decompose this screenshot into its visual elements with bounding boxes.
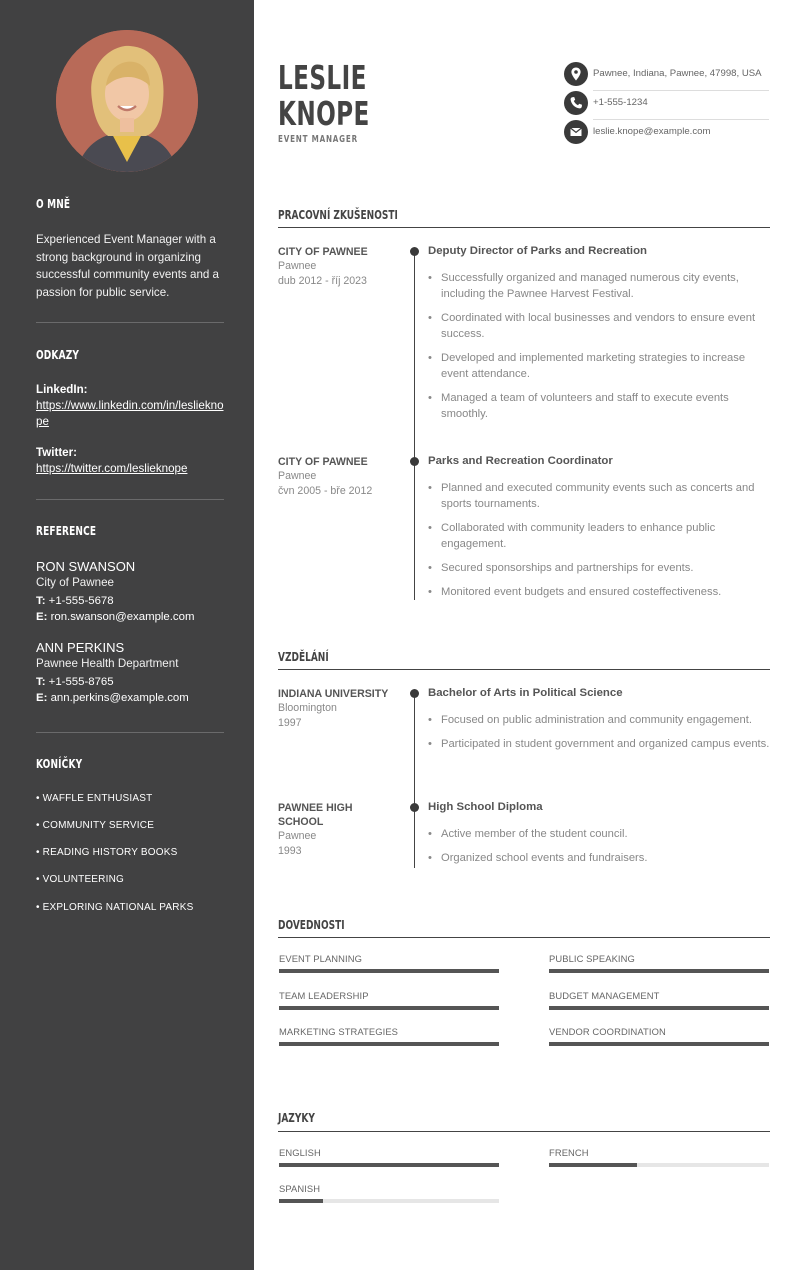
skill-bar-track <box>279 1006 499 1010</box>
section-rule <box>278 937 770 938</box>
about-text: Experienced Event Manager with a strong background in organizing successful community events and a passion for public service. <box>36 233 220 299</box>
contact-address <box>564 62 769 86</box>
link-item-linkedin <box>36 383 224 430</box>
skill-name: BUDGET MANAGEMENT <box>549 990 660 1001</box>
education-bullets <box>428 826 772 874</box>
skill-item <box>549 953 769 964</box>
skill-bar-track <box>279 1042 499 1046</box>
skill-bar-track <box>549 969 769 973</box>
school-location: Bloomington <box>278 702 337 714</box>
timeline-dot <box>410 457 419 466</box>
org-location: Pawnee <box>278 470 317 482</box>
hobbies-title: KONÍČKY <box>36 756 83 771</box>
list-item: • Monitored event budgets and ensured costeffectiveness. <box>428 584 772 600</box>
sidebar-divider <box>36 322 224 323</box>
section-rule <box>278 227 770 228</box>
link-item-twitter <box>36 446 224 477</box>
hobby-item: • COMMUNITY SERVICE <box>36 820 155 831</box>
education-title: VZDĚLÁNÍ <box>278 649 329 664</box>
address-text: Pawnee, Indiana, Pawnee, 47998, USA <box>593 68 762 79</box>
language-item <box>279 1147 499 1158</box>
skill-bar-fill <box>549 969 769 973</box>
links-title: ODKAZY <box>36 347 80 362</box>
school-dates: 1993 <box>278 844 302 857</box>
school-location: Pawnee <box>278 830 317 842</box>
org-dates: čvn 2005 - bře 2012 <box>278 484 373 497</box>
location-pin-icon <box>564 62 588 86</box>
reference-email: E: ron.swanson@example.com <box>36 611 195 623</box>
list-item: • Organized school events and fundraisers. <box>428 850 772 866</box>
sidebar <box>0 0 254 1270</box>
phone-text: +1-555-1234 <box>593 97 648 108</box>
skill-bar-track <box>549 1006 769 1010</box>
list-item: • Successfully organized and managed numerous city events, including the Pawnee Harvest Festival. <box>428 270 772 302</box>
org-name: CITY OF PAWNEE <box>278 246 368 258</box>
timeline-dot <box>410 803 419 812</box>
degree-title: Bachelor of Arts in Political Science <box>428 687 623 699</box>
hobbies-section <box>36 756 224 771</box>
language-name: FRENCH <box>549 1147 589 1158</box>
list-item: • Focused on public administration and community engagement. <box>428 712 772 728</box>
skill-bar-fill <box>279 1042 499 1046</box>
skill-bar-fill <box>549 1006 769 1010</box>
list-item: • Planned and executed community events such as concerts and sports tournaments. <box>428 480 772 512</box>
job-bullets <box>428 480 772 608</box>
links-section <box>36 347 224 362</box>
language-name: SPANISH <box>279 1183 321 1194</box>
phone-icon <box>564 91 588 115</box>
reference-name: ANN PERKINS <box>36 640 125 655</box>
skill-item <box>549 1026 769 1037</box>
language-item <box>549 1147 769 1158</box>
experience-org <box>278 245 398 288</box>
school-name: PAWNEE HIGH SCHOOL <box>278 802 353 828</box>
linkedin-link[interactable]: https://www.linkedin.com/in/leslieknope <box>36 399 224 428</box>
language-bar-track <box>279 1199 499 1203</box>
references-section <box>36 523 224 538</box>
education-org <box>278 801 398 858</box>
contact-phone <box>564 91 769 115</box>
skill-bar-fill <box>279 1006 499 1010</box>
experience-timeline <box>414 252 415 600</box>
reference-org: City of Pawnee <box>36 576 114 589</box>
list-item: • Secured sponsorships and partnerships for events. <box>428 560 772 576</box>
skill-name: TEAM LEADERSHIP <box>279 990 369 1001</box>
experience-title: PRACOVNÍ ZKUŠENOSTI <box>278 207 398 222</box>
skill-item <box>279 953 499 964</box>
languages-title: JAZYKY <box>278 1110 315 1125</box>
skill-bar-track <box>279 969 499 973</box>
timeline-dot <box>410 689 419 698</box>
education-timeline <box>414 694 415 868</box>
hobby-item: • EXPLORING NATIONAL PARKS <box>36 902 194 913</box>
experience-org <box>278 455 398 498</box>
section-rule <box>278 669 770 670</box>
email-link[interactable]: leslie.knope@example.com <box>593 126 711 137</box>
skill-item <box>279 990 499 1001</box>
language-item <box>279 1183 499 1194</box>
job-role: Deputy Director of Parks and Recreation <box>428 245 648 257</box>
reference-email: E: ann.perkins@example.com <box>36 692 189 704</box>
section-rule <box>278 1131 770 1132</box>
references-title: REFERENCE <box>36 523 97 538</box>
twitter-link[interactable]: https://twitter.com/leslieknope <box>36 462 188 475</box>
about-section <box>36 196 224 211</box>
org-dates: dub 2012 - říj 2023 <box>278 274 367 287</box>
link-label: LinkedIn: <box>36 383 88 396</box>
hobby-item: • VOLUNTEERING <box>36 874 124 885</box>
list-item: • Collaborated with community leaders to enhance public engagement. <box>428 520 772 552</box>
job-title: EVENT MANAGER <box>278 134 358 145</box>
link-label: Twitter: <box>36 446 78 459</box>
education-org <box>278 687 398 730</box>
list-item: • Developed and implemented marketing strategies to increase event attendance. <box>428 350 772 382</box>
sidebar-divider <box>36 732 224 733</box>
about-title: O MNĚ <box>36 196 71 211</box>
skill-bar-fill <box>279 969 499 973</box>
timeline-dot <box>410 247 419 256</box>
envelope-icon <box>564 120 588 144</box>
reference-name: RON SWANSON <box>36 559 136 574</box>
language-bar-fill <box>549 1163 637 1167</box>
reference-phone: T: +1-555-8765 <box>36 676 114 688</box>
list-item: • Coordinated with local businesses and vendors to ensure event success. <box>428 310 772 342</box>
last-name: KNOPE <box>278 94 370 133</box>
list-item: • Active member of the student council. <box>428 826 772 842</box>
language-name: ENGLISH <box>279 1147 321 1158</box>
org-name: CITY OF PAWNEE <box>278 456 368 468</box>
skill-name: EVENT PLANNING <box>279 953 363 964</box>
school-dates: 1997 <box>278 716 302 729</box>
language-bar-track <box>279 1163 499 1167</box>
sidebar-divider <box>36 499 224 500</box>
reference-org: Pawnee Health Department <box>36 657 179 670</box>
list-item: • Managed a team of volunteers and staff to execute events smoothly. <box>428 390 772 422</box>
skill-item <box>549 990 769 1001</box>
school-name: INDIANA UNIVERSITY <box>278 688 389 700</box>
skill-bar-track <box>549 1042 769 1046</box>
language-bar-fill <box>279 1199 323 1203</box>
list-item: • Participated in student government and organized campus events. <box>428 736 772 752</box>
language-bar-track <box>549 1163 769 1167</box>
org-location: Pawnee <box>278 260 317 272</box>
hobby-item: • READING HISTORY BOOKS <box>36 847 178 858</box>
skill-name: PUBLIC SPEAKING <box>549 953 635 964</box>
reference-item <box>36 559 224 625</box>
skill-item <box>279 1026 499 1037</box>
job-role: Parks and Recreation Coordinator <box>428 455 613 467</box>
degree-title: High School Diploma <box>428 801 543 813</box>
job-bullets <box>428 270 772 430</box>
language-bar-fill <box>279 1163 499 1167</box>
reference-item <box>36 640 224 706</box>
skill-name: VENDOR COORDINATION <box>549 1026 666 1037</box>
hobby-item: • WAFFLE ENTHUSIAST <box>36 793 153 804</box>
first-name: LESLIE <box>278 58 367 97</box>
skill-bar-fill <box>549 1042 769 1046</box>
contact-email <box>564 120 769 144</box>
education-bullets <box>428 712 772 760</box>
skill-name: MARKETING STRATEGIES <box>279 1026 399 1037</box>
profile-photo <box>56 30 198 172</box>
skills-title: DOVEDNOSTI <box>278 917 345 932</box>
reference-phone: T: +1-555-5678 <box>36 595 114 607</box>
